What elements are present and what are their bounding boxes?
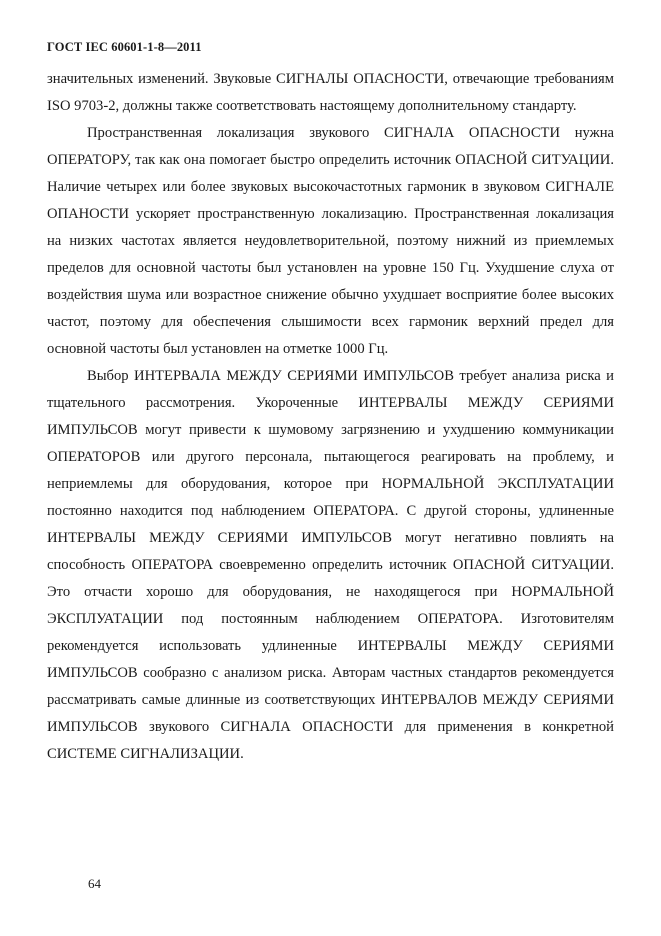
paragraph-continuation: значительных изменений. Звуковые СИГНАЛЫ ОПАСНОСТИ, отвечающие требованиям ISO 9703-2, должны также соответствовать настоящему дополнительному стандарту. xyxy=(47,71,614,114)
page-number: 64 xyxy=(88,876,101,891)
paragraph-burst-interval: Выбор ИНТЕРВАЛА МЕЖДУ СЕРИЯМИ ИМПУЛЬСОВ требует анализа риска и тщательного рассмотрения. Укороченные ИНТЕРВАЛЫ МЕЖДУ СЕРИЯМИ ИМПУЛЬСОВ могут привести к шумовому загрязнению и ухудшению коммуникации ОПЕРАТОРОВ или другого персонала, пытающегося реагировать на проблему, и неприемлемы для оборудования, которое при НОРМАЛЬНОЙ ЭКСПЛУАТАЦИИ постоянно находится под наблюдением ОПЕРАТОРА. С другой стороны, удлиненные ИНТЕРВАЛЫ МЕЖДУ СЕРИЯМИ ИМПУЛЬСОВ могут негативно повлиять на способность ОПЕРАТОРА своевременно определить источник ОПАСНОЙ СИТУАЦИИ. Это отчасти хорошо для оборудования, не находящегося при НОРМАЛЬНОЙ ЭКСПЛУАТАЦИИ под постоянным наблюдением ОПЕРАТОРА. Изготовителям рекомендуется использовать удлиненные ИНТЕРВАЛЫ МЕЖДУ СЕРИЯМИ ИМПУЛЬСОВ сообразно с анализом риска. Авторам частных стандартов рекомендуется рассматривать самые длинные из соответствующих ИНТЕРВАЛОВ МЕЖДУ СЕРИЯМИ ИМПУЛЬСОВ звукового СИГНАЛА ОПАСНОСТИ для применения в конкретной СИСТЕМЕ СИГНАЛИЗАЦИИ. xyxy=(47,368,614,762)
document-header: ГОСТ IEC 60601-1-8—2011 xyxy=(47,40,202,54)
paragraph-spatial-localization: Пространственная локализация звукового СИГНАЛА ОПАСНОСТИ нужна ОПЕРАТОРУ, так как она помогает быстро определить источник ОПАСНОЙ СИТУАЦИИ. Наличие четырех или более звуковых высокочастотных гармоник в звуковом СИГНАЛЕ ОПАНОСТИ ускоряет пространственную локализацию. Пространственная локализация на низких частотах является неудовлетворительной, поэтому нижний из приемлемых пределов для основной частоты был установлен на уровне 150 Гц. Ухудшение слуха от воздействия шума или возрастное снижение обычно ухудшает восприятие более высоких частот, поэтому для обеспечения слышимости всех гармоник верхний предел для основной частоты был установлен на отметке 1000 Гц. xyxy=(47,125,614,357)
document-body xyxy=(47,66,614,768)
